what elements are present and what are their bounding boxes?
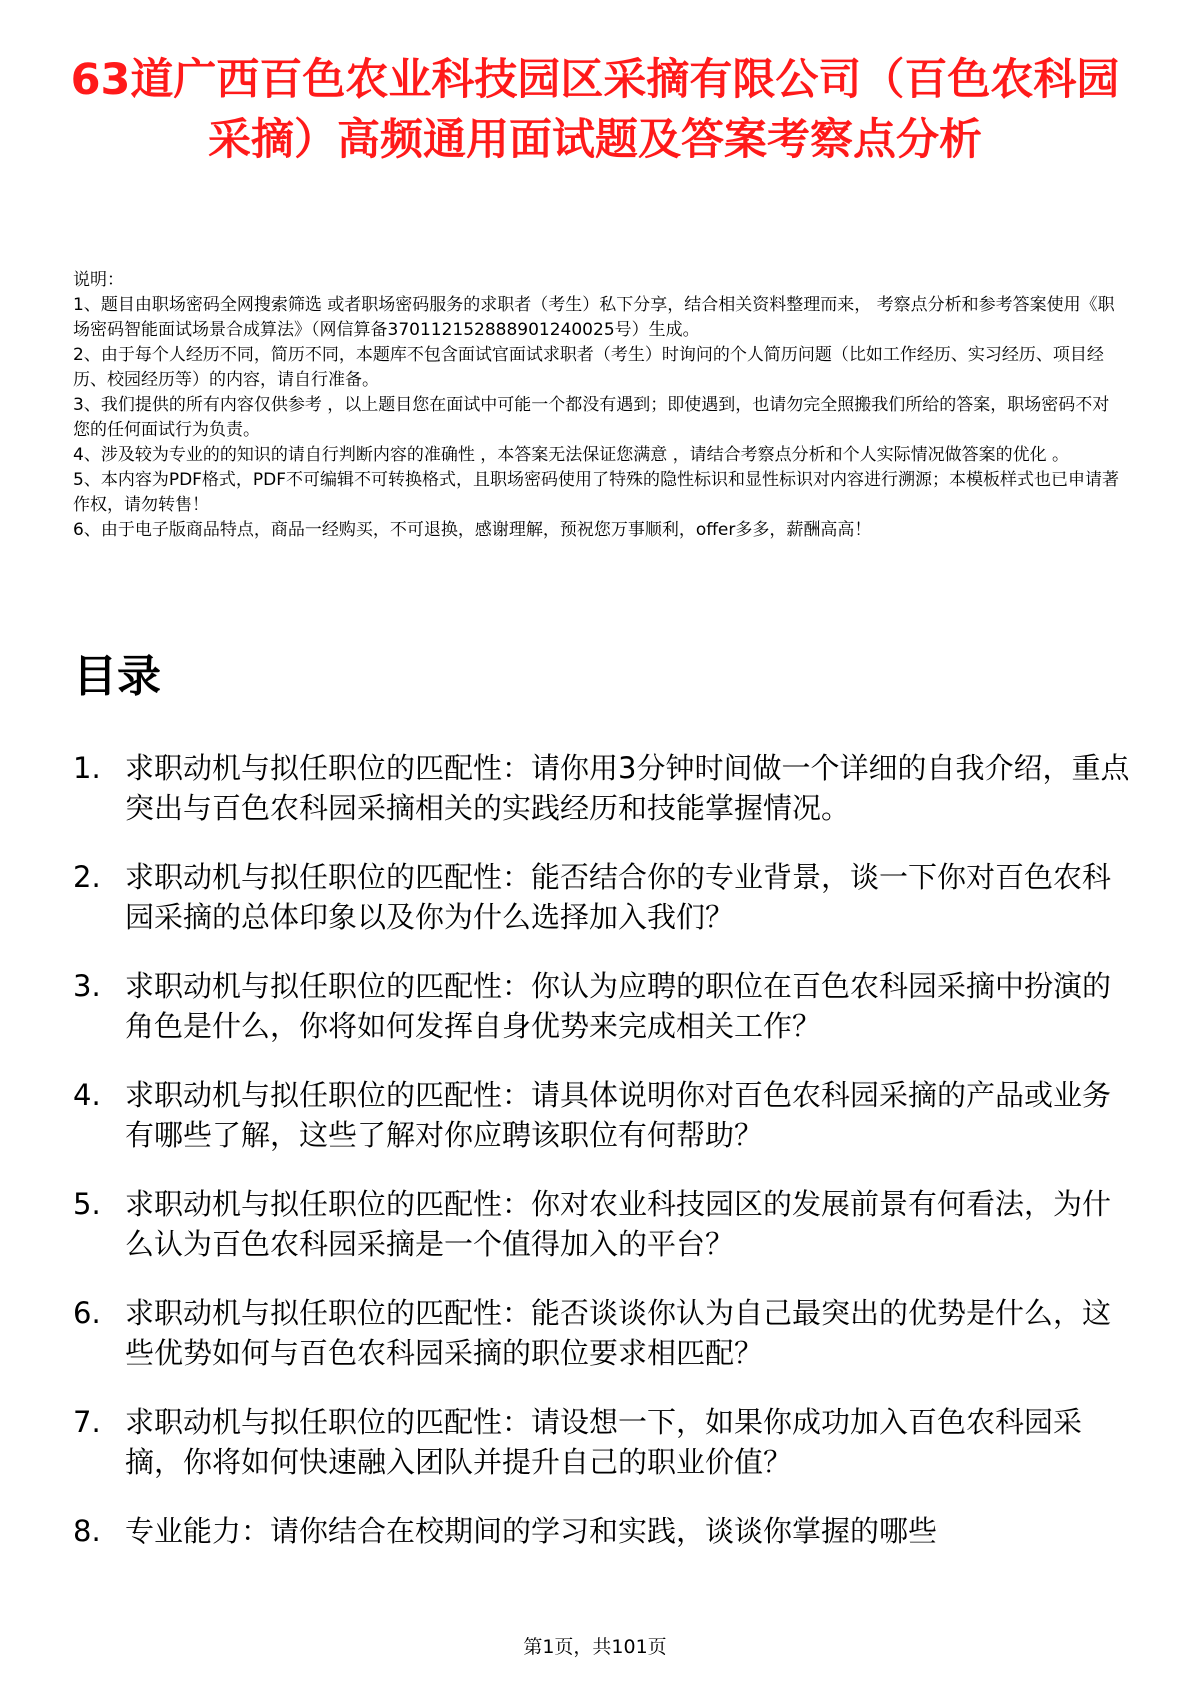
- toc-item-text: 求职动机与拟任职位的匹配性：你对农业科技园区的发展前景有何看法，为什么认为百色农科园采摘是一个值得加入的平台？: [125, 1187, 1112, 1261]
- note-item: 4、涉及较为专业的的知识的请自行判断内容的准确性 ，本答案无法保证您满意 ，请结合考察点分析和个人实际情况做答案的优化 。: [73, 445, 1070, 465]
- document-title: 63道广西百色农业科技园区采摘有限公司（百色农科园采摘）高频通用面试题及答案考察点分析: [70, 55, 1120, 165]
- note-item: 3、我们提供的所有内容仅供参考 ，以上题目您在面试中可能一个都没有遇到；即使遇到，也请勿完全照搬我们所给的答案，职场密码不对您的任何面试行为负责。: [73, 395, 1110, 440]
- toc-item-text: 求职动机与拟任职位的匹配性：能否结合你的专业背景，谈一下你对百色农科园采摘的总体印象以及你为什么选择加入我们？: [125, 860, 1112, 934]
- toc-item-number: 5.: [73, 1187, 101, 1221]
- table-of-contents: [73, 748, 1133, 1580]
- toc-item-text: 求职动机与拟任职位的匹配性：请具体说明你对百色农科园采摘的产品或业务有哪些了解，这些了解对你应聘该职位有何帮助？: [125, 1078, 1112, 1152]
- disclaimer-notes: [73, 268, 1123, 543]
- toc-item[interactable]: [73, 857, 1133, 937]
- toc-item[interactable]: [73, 1511, 1133, 1551]
- toc-item-number: 4.: [73, 1078, 101, 1112]
- toc-item-number: 8.: [73, 1514, 101, 1548]
- toc-item[interactable]: [73, 1184, 1133, 1264]
- note-item: 5、本内容为PDF格式，PDF不可编辑不可转换格式，且职场密码使用了特殊的隐性标识和显性标识对内容进行溯源；本模板样式也已申请著作权，请勿转售！: [73, 470, 1120, 515]
- note-item: 2、由于每个人经历不同，简历不同，本题库不包含面试官面试求职者（考生）时询问的个人简历问题（比如工作经历、实习经历、项目经历、校园经历等）的内容，请自行准备。: [73, 345, 1104, 390]
- toc-item-text: 求职动机与拟任职位的匹配性：请设想一下，如果你成功加入百色农科园采摘，你将如何快速融入团队并提升自己的职业价值？: [125, 1405, 1083, 1479]
- toc-item[interactable]: [73, 1075, 1133, 1155]
- toc-item-text: 求职动机与拟任职位的匹配性：你认为应聘的职位在百色农科园采摘中扮演的角色是什么，你将如何发挥自身优势来完成相关工作？: [125, 969, 1112, 1043]
- toc-item-number: 3.: [73, 969, 101, 1003]
- note-item: 1、题目由职场密码全网搜索筛选 或者职场密码服务的求职者（考生）私下分享，结合相关资料整理而来， 考察点分析和参考答案使用《职场密码智能面试场景合成算法》（网信算备370112152888901240025号）生成。: [73, 295, 1115, 340]
- note-item: 6、由于电子版商品特点，商品一经购买，不可退换，感谢理解，预祝您万事顺利，offer多多，薪酬高高！: [73, 520, 872, 540]
- toc-item[interactable]: [73, 966, 1133, 1046]
- notes-heading: 说明：: [73, 270, 124, 290]
- toc-item[interactable]: [73, 1293, 1133, 1373]
- toc-item-number: 7.: [73, 1405, 101, 1439]
- page-number-footer: 第1页，共101页: [523, 1636, 667, 1658]
- toc-item-number: 1.: [73, 751, 101, 785]
- toc-item-number: 2.: [73, 860, 101, 894]
- toc-heading: 目录: [73, 651, 161, 702]
- toc-item-text: 求职动机与拟任职位的匹配性：请你用3分钟时间做一个详细的自我介绍，重点突出与百色农科园采摘相关的实践经历和技能掌握情况。: [125, 751, 1130, 825]
- toc-item-text: 求职动机与拟任职位的匹配性：能否谈谈你认为自己最突出的优势是什么，这些优势如何与百色农科园采摘的职位要求相匹配？: [125, 1296, 1112, 1370]
- toc-item-text: 专业能力：请你结合在校期间的学习和实践，谈谈你掌握的哪些: [125, 1514, 938, 1548]
- toc-item[interactable]: [73, 1402, 1133, 1482]
- toc-item[interactable]: [73, 748, 1133, 828]
- toc-item-number: 6.: [73, 1296, 101, 1330]
